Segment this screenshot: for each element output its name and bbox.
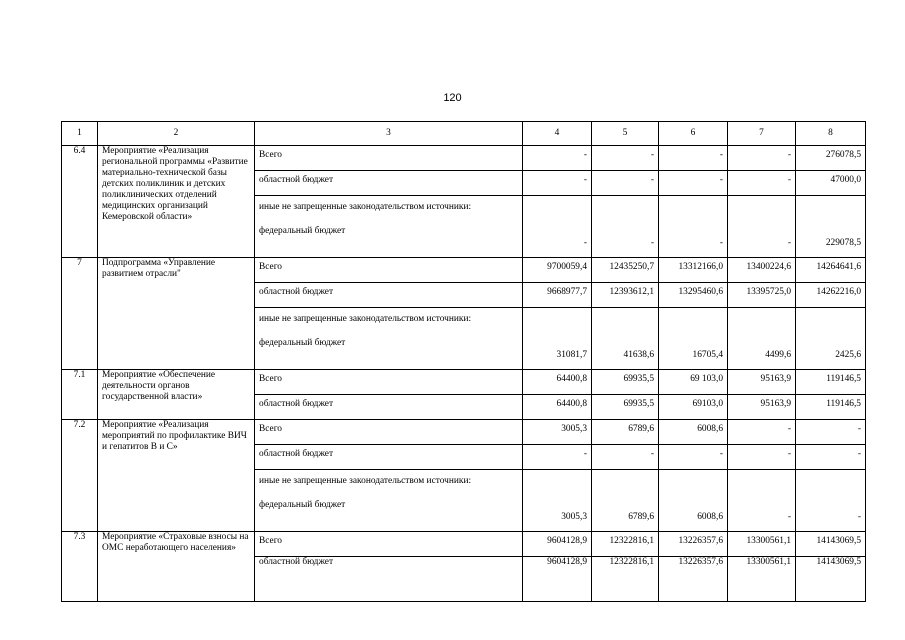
federal-budget-label: федеральный бюджет — [259, 226, 346, 236]
federal-budget-label: федеральный бюджет — [259, 338, 346, 348]
source-label: областной бюджет — [255, 283, 523, 308]
value-cell: 95163,9 — [728, 370, 796, 395]
table-row — [62, 420, 866, 445]
header-cell: 8 — [796, 122, 866, 146]
table-row — [62, 370, 866, 395]
value-cell: - — [728, 470, 796, 532]
budget-table — [61, 121, 866, 602]
value-cell: 69103,0 — [659, 395, 728, 420]
value-cell: - — [523, 146, 592, 171]
value-cell: 9604128,9 — [523, 532, 592, 557]
value-cell: 4499,6 — [728, 308, 796, 370]
value-cell: 41638,6 — [592, 308, 659, 370]
item-number: 6.4 — [62, 146, 98, 258]
header-cell: 6 — [659, 122, 728, 146]
value-cell: 13226357,6 — [659, 557, 728, 602]
table-row — [62, 146, 866, 171]
item-name: Мероприятие «Реализация региональной программы «Развитие материально-технической базы детских поликлиник и детских поликлинических отделений медицинских организаций Кемеровской области» — [98, 146, 255, 258]
value-cell: 3005,3 — [523, 420, 592, 445]
value-cell: - — [728, 196, 796, 258]
value-cell: 31081,7 — [523, 308, 592, 370]
value-cell: 6008,6 — [659, 420, 728, 445]
table-row — [62, 258, 866, 283]
value-cell: 12322816,1 — [592, 557, 659, 602]
value-cell: 13226357,6 — [659, 532, 728, 557]
header-cell: 1 — [62, 122, 98, 146]
source-label: Всего — [255, 146, 523, 171]
value-cell: 14264641,6 — [796, 258, 866, 283]
value-cell: 13312166,0 — [659, 258, 728, 283]
source-label: областной бюджет — [255, 445, 523, 470]
value-cell: 229078,5 — [796, 196, 866, 258]
value-cell: - — [659, 146, 728, 171]
value-cell: 47000,0 — [796, 171, 866, 196]
value-cell: - — [796, 470, 866, 532]
value-cell: - — [592, 445, 659, 470]
value-cell: 119146,5 — [796, 395, 866, 420]
source-label: Всего — [255, 532, 523, 557]
item-name: Мероприятие «Обеспечение деятельности органов государственной власти» — [98, 370, 255, 420]
value-cell: 14143069,5 — [796, 557, 866, 602]
table-row — [62, 532, 866, 557]
value-cell: 69935,5 — [592, 395, 659, 420]
value-cell: 69935,5 — [592, 370, 659, 395]
value-cell: - — [592, 146, 659, 171]
item-number: 7.3 — [62, 532, 98, 602]
item-number: 7 — [62, 258, 98, 370]
value-cell: 9668977,7 — [523, 283, 592, 308]
source-label: областной бюджет — [255, 395, 523, 420]
value-cell: - — [796, 445, 866, 470]
item-number: 7.1 — [62, 370, 98, 420]
source-label: Всего — [255, 258, 523, 283]
other-sources-label: иные не запрещенные законодательством источники: — [259, 314, 472, 324]
header-cell: 2 — [98, 122, 255, 146]
item-number: 7.2 — [62, 420, 98, 532]
value-cell: 12435250,7 — [592, 258, 659, 283]
value-cell: - — [523, 171, 592, 196]
value-cell: - — [728, 445, 796, 470]
source-label — [255, 470, 523, 532]
header-row — [62, 122, 866, 146]
value-cell: 64400,8 — [523, 370, 592, 395]
page-number: 120 — [443, 92, 462, 104]
item-name: Мероприятие «Страховые взносы на ОМС неработающего населения» — [98, 532, 255, 602]
value-cell: - — [523, 196, 592, 258]
value-cell: 14143069,5 — [796, 532, 866, 557]
value-cell: - — [592, 171, 659, 196]
header-cell: 3 — [255, 122, 523, 146]
value-cell: - — [592, 196, 659, 258]
value-cell: 16705,4 — [659, 308, 728, 370]
value-cell: 13400224,6 — [728, 258, 796, 283]
value-cell: - — [796, 420, 866, 445]
value-cell: 6789,6 — [592, 420, 659, 445]
value-cell: 9604128,9 — [523, 557, 592, 602]
source-label — [255, 308, 523, 370]
value-cell: - — [523, 445, 592, 470]
value-cell: - — [728, 171, 796, 196]
header-cell: 4 — [523, 122, 592, 146]
value-cell: 13295460,6 — [659, 283, 728, 308]
value-cell: 6789,6 — [592, 470, 659, 532]
value-cell: 12322816,1 — [592, 532, 659, 557]
value-cell: 3005,3 — [523, 470, 592, 532]
value-cell: 13395725,0 — [728, 283, 796, 308]
value-cell: 64400,8 — [523, 395, 592, 420]
item-name: Мероприятие «Реализация мероприятий по профилактике ВИЧ и гепатитов В и С» — [98, 420, 255, 532]
value-cell: 95163,9 — [728, 395, 796, 420]
other-sources-label: иные не запрещенные законодательством источники: — [259, 202, 472, 212]
value-cell: 276078,5 — [796, 146, 866, 171]
other-sources-label: иные не запрещенные законодательством источники: — [259, 476, 472, 486]
source-label: областной бюджет — [255, 171, 523, 196]
item-name: Подпрограмма «Управление развитием отрасли" — [98, 258, 255, 370]
value-cell: - — [659, 445, 728, 470]
value-cell: 69 103,0 — [659, 370, 728, 395]
value-cell: 14262216,0 — [796, 283, 866, 308]
source-label: областной бюджет — [255, 557, 523, 602]
value-cell: 13300561,1 — [728, 557, 796, 602]
source-label — [255, 196, 523, 258]
value-cell: 2425,6 — [796, 308, 866, 370]
value-cell: 6008,6 — [659, 470, 728, 532]
federal-budget-label: федеральный бюджет — [259, 500, 346, 510]
header-cell: 5 — [592, 122, 659, 146]
value-cell: - — [728, 420, 796, 445]
value-cell: - — [659, 196, 728, 258]
value-cell: 12393612,1 — [592, 283, 659, 308]
header-cell: 7 — [728, 122, 796, 146]
source-label: Всего — [255, 370, 523, 395]
value-cell: - — [659, 171, 728, 196]
source-label: Всего — [255, 420, 523, 445]
value-cell: 119146,5 — [796, 370, 866, 395]
value-cell: 13300561,1 — [728, 532, 796, 557]
value-cell: - — [728, 146, 796, 171]
value-cell: 9700059,4 — [523, 258, 592, 283]
